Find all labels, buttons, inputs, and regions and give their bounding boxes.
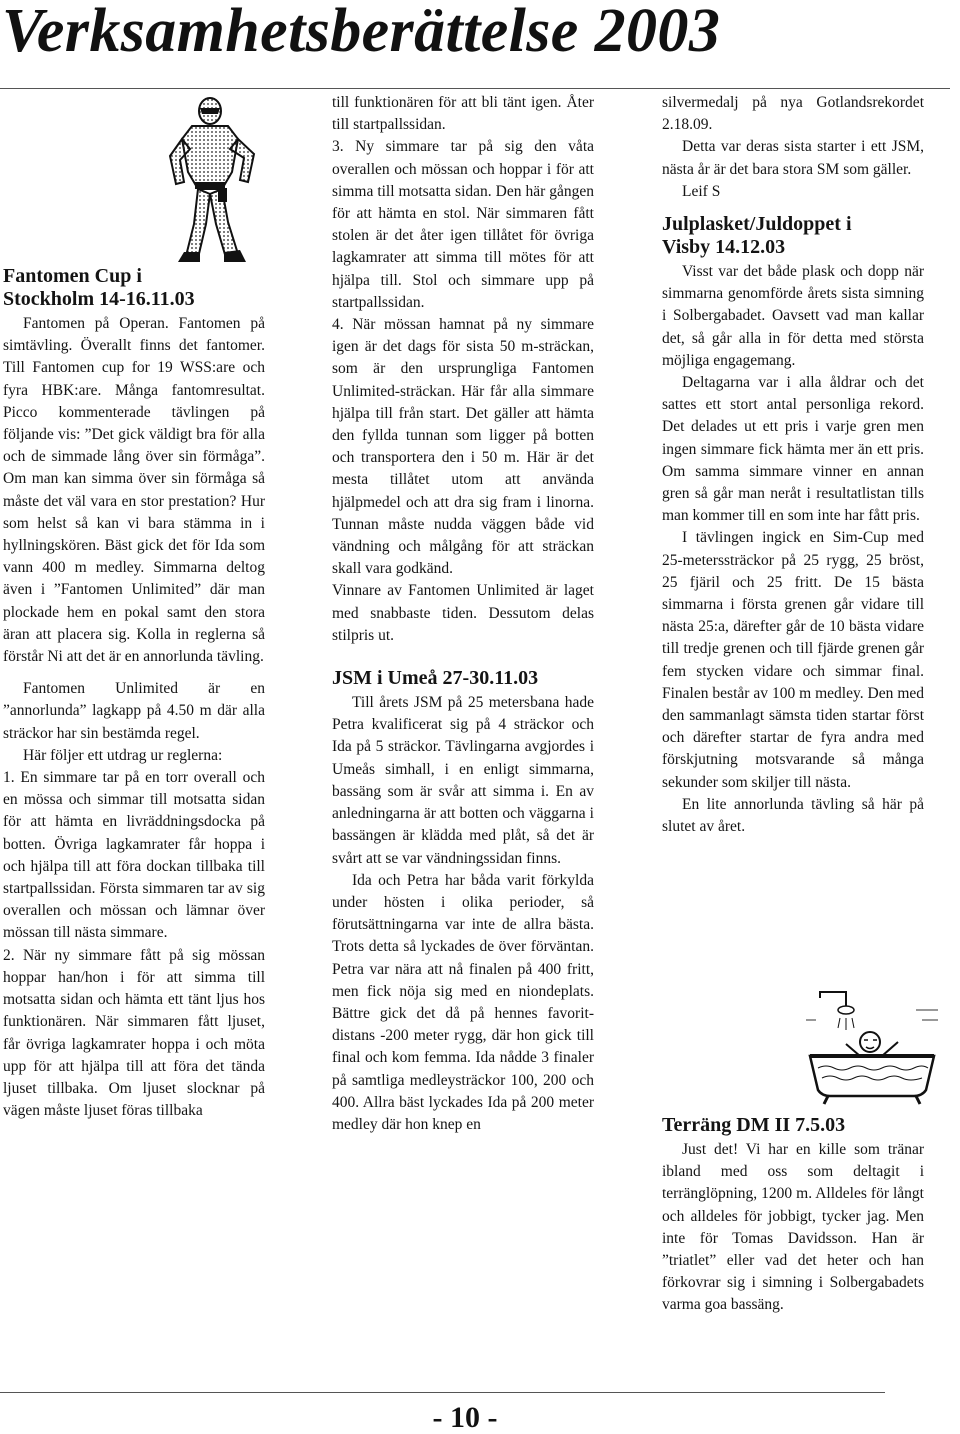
column-3 — [662, 92, 924, 838]
signature: Leif S — [682, 182, 721, 200]
page-number: - 10 - — [432, 1401, 498, 1434]
document-title: Verksamhetsberättelse 2003 — [2, 0, 721, 65]
paragraph: Just det! Vi har en kille som tränar ibland med oss som deltagit i terränglöpning, 1200 m. Alldeles för långt och alldeles för jobbigt, tycker jag. Men inte för Tomas Davidsson. Han är ”triatlet” eller vad det heter och han förkovrar sig i simning i Solbergabadets varma goa bassäng. — [662, 1141, 924, 1314]
spacer — [662, 203, 924, 213]
column-1 — [3, 265, 265, 1122]
heading-line: Fantomen Cup i — [3, 265, 142, 287]
paragraph: silvermedalj på nya Gotlandsrekordet 2.18.09. — [662, 94, 924, 134]
paragraph: Fantomen på Operan. Fantomen på simtävling. Överallt finns det fantomer. Till Fantomen cup for 19 WSS:are och fyra HBK:are. Många fantomresultat. Picco kommenterade tävlingen på följande vis: ”Det gick väldigt bra för alla och de simmade lång över sin förmåga”. Om man kan simma över sin förmåga så måste det väl vara en stor prestation? Hur som helst så kan vi bara stämma in i hyllningskören. Bäst gick det för Ida som vann 400 m medley. Simmarna deltog även i ”Fantomen Unlimited” där man plockade hem en pokal samt den stora äran att placera sig. Kolla in reglerna så förstår Ni att det är en annorlunda tävling. — [3, 315, 265, 666]
paragraph: Ida och Petra har båda varit förkylda under hösten i olika perioder, så förutsättningarna var inte de allra bästa. Trots detta så lyckades de över förväntan. Petra var nära att nå finalen på 400 fritt, men fick nöja sig med en niondeplats. Bättre gick det då på hennes favoritdistans -200 meter rygg, där hon gick till final och kom femma. Ida nådde 3 finaler på samtliga medleysträckor 100, 200 och 400. Allra bäst lyckades Ida på 200 meter medley där hon knep en — [332, 871, 594, 1133]
top-rule — [0, 88, 950, 89]
phantom-illustration — [150, 94, 272, 264]
paragraph: En lite annorlunda tävling så här på slutet av året. — [662, 795, 924, 836]
heading-line: Visby 14.12.03 — [662, 236, 786, 259]
paragraph: Deltagarna var i alla åldrar och det sattes ett stort antal personliga rekord. Det delades ut ett pris i varje gren men ingen simmare fick hämta mer än ett pris. Om samma simmare vinner en annan gren så går man neråt i resultatlistan tills man kommer till en som inte har fått pris. — [662, 374, 924, 525]
column-2 — [332, 92, 594, 1136]
paragraph: Vinnare av Fantomen Unlimited är laget med snabbaste tiden. Dessutom delas stilpris ut. — [332, 582, 594, 644]
column-3-bottom — [662, 1114, 924, 1317]
rule-item: 1. En simmare tar på en torr overall och en mössa och simmar till motsatta sidan för att hämta en livräddningsdocka på botten. Övriga lagkamrater får hoppa i och hjälpa till att föra dockan tillbaka till startpallssidan. Första simmaren tar av sig overallen och mössan och lämnar över mössan till nästa simmare. — [3, 769, 265, 942]
paragraph: Detta var deras sista starter i ett JSM, nästa år är det bara stora SM som gäller. — [662, 138, 924, 178]
paragraph: till funktionären för att bli tänt igen. Åter till startpallssidan. — [332, 94, 594, 134]
bathtub-cartoon — [806, 990, 938, 1106]
heading-fantomen-cup — [3, 265, 265, 311]
rule-item: 3. Ny simmare tar på sig den våta overallen och mössan och hoppar i för att simma till motsatta sidan. Den här gången för att hämta en stol. När simmaren fått stolen är det åter igen tillåtet för övriga lagkamrater att simma till mötes för att hjälpa till. Stol och simmare upp på startpallssidan. — [332, 138, 594, 311]
paragraph: Här följer ett utdrag ur reglerna: — [23, 746, 223, 764]
bottom-rule — [0, 1392, 885, 1393]
paragraph: Fantomen Unlimited är en ”annorlunda” lagkapp på 4.50 m där alla sträckor har sin bestämda regel. — [3, 680, 265, 742]
heading-terrang: Terräng DM II 7.5.03 — [662, 1114, 846, 1136]
spacer — [332, 647, 594, 667]
paragraph: Visst var det både plask och dopp när simmarna genomförde årets sista simning i Solbergabadet. Oavsett vad man kallar det, så går alla in för detta med största möjliga engagemang. — [662, 263, 924, 369]
rule-item: 4. När mössan hamnat på ny simmare igen är det dags för sista 50 m-sträckan, som är den ursprungliga Fantomen Unlimited-sträckan. Här får alla simmare hjälpa till från start. Det gäller att hämta den fyllda tunnan som ligger på botten och transportera den i 50 m. Här är det mesta tillåtet utom att använda hjälpmedel och att dra sig fram i linorna. Tunnan måste nudda väggen både vid vändning och målgång för att sträckan skall vara godkänd. — [332, 316, 594, 578]
heading-line: Julplasket/Juldoppet i — [662, 213, 852, 236]
paragraph: Till årets JSM på 25 metersbana hade Petra kvalificerat sig på 4 sträckor och Ida på 5 sträckor. Tävlingarna avgjordes i Umeås simhall, i en enligt simmarna, bassäng som är svår att simma i. En av anledningarna är att botten och väggarna i bassängen är klädda med plåt, så det är svårt att se var vändningssidan finns. — [332, 694, 594, 867]
heading-julplasket — [662, 213, 924, 259]
spacer — [3, 668, 265, 678]
heading-jsm: JSM i Umeå 27-30.11.03 — [332, 667, 539, 690]
heading-line: Stockholm 14-16.11.03 — [3, 288, 195, 310]
rule-item: 2. När ny simmare fått på sig mössan hoppar han/hon i för att simma till motsatta sidan och hämta ett tänt ljus hos funktionären. När simmaren fått ljuset, får övriga lagkamrater hoppa i och möta upp för att hjälpa till att föra det tända ljuset tillbaka. Om ljuset slocknar på vägen måste ljuset föras tillbaka — [3, 946, 265, 1120]
paragraph: I tävlingen ingick en Sim-Cup med 25-meterssträckor på 25 rygg, 25 bröst, 25 fjäril och 25 fritt. De 15 bästa simmarna i första grenen går vidare till nästa 25:a, därefter går de 10 bästa vidare till tredje grenen och till fjärde grenen går fem stycken vidare och simmar final. Finalen består av 100 m medley. Den med den sammanlagt sämsta tiden startar först och därefter startar de fyra andra med förskjutning motsvarande så många sekunder som skiljer till nästa. — [662, 529, 924, 791]
